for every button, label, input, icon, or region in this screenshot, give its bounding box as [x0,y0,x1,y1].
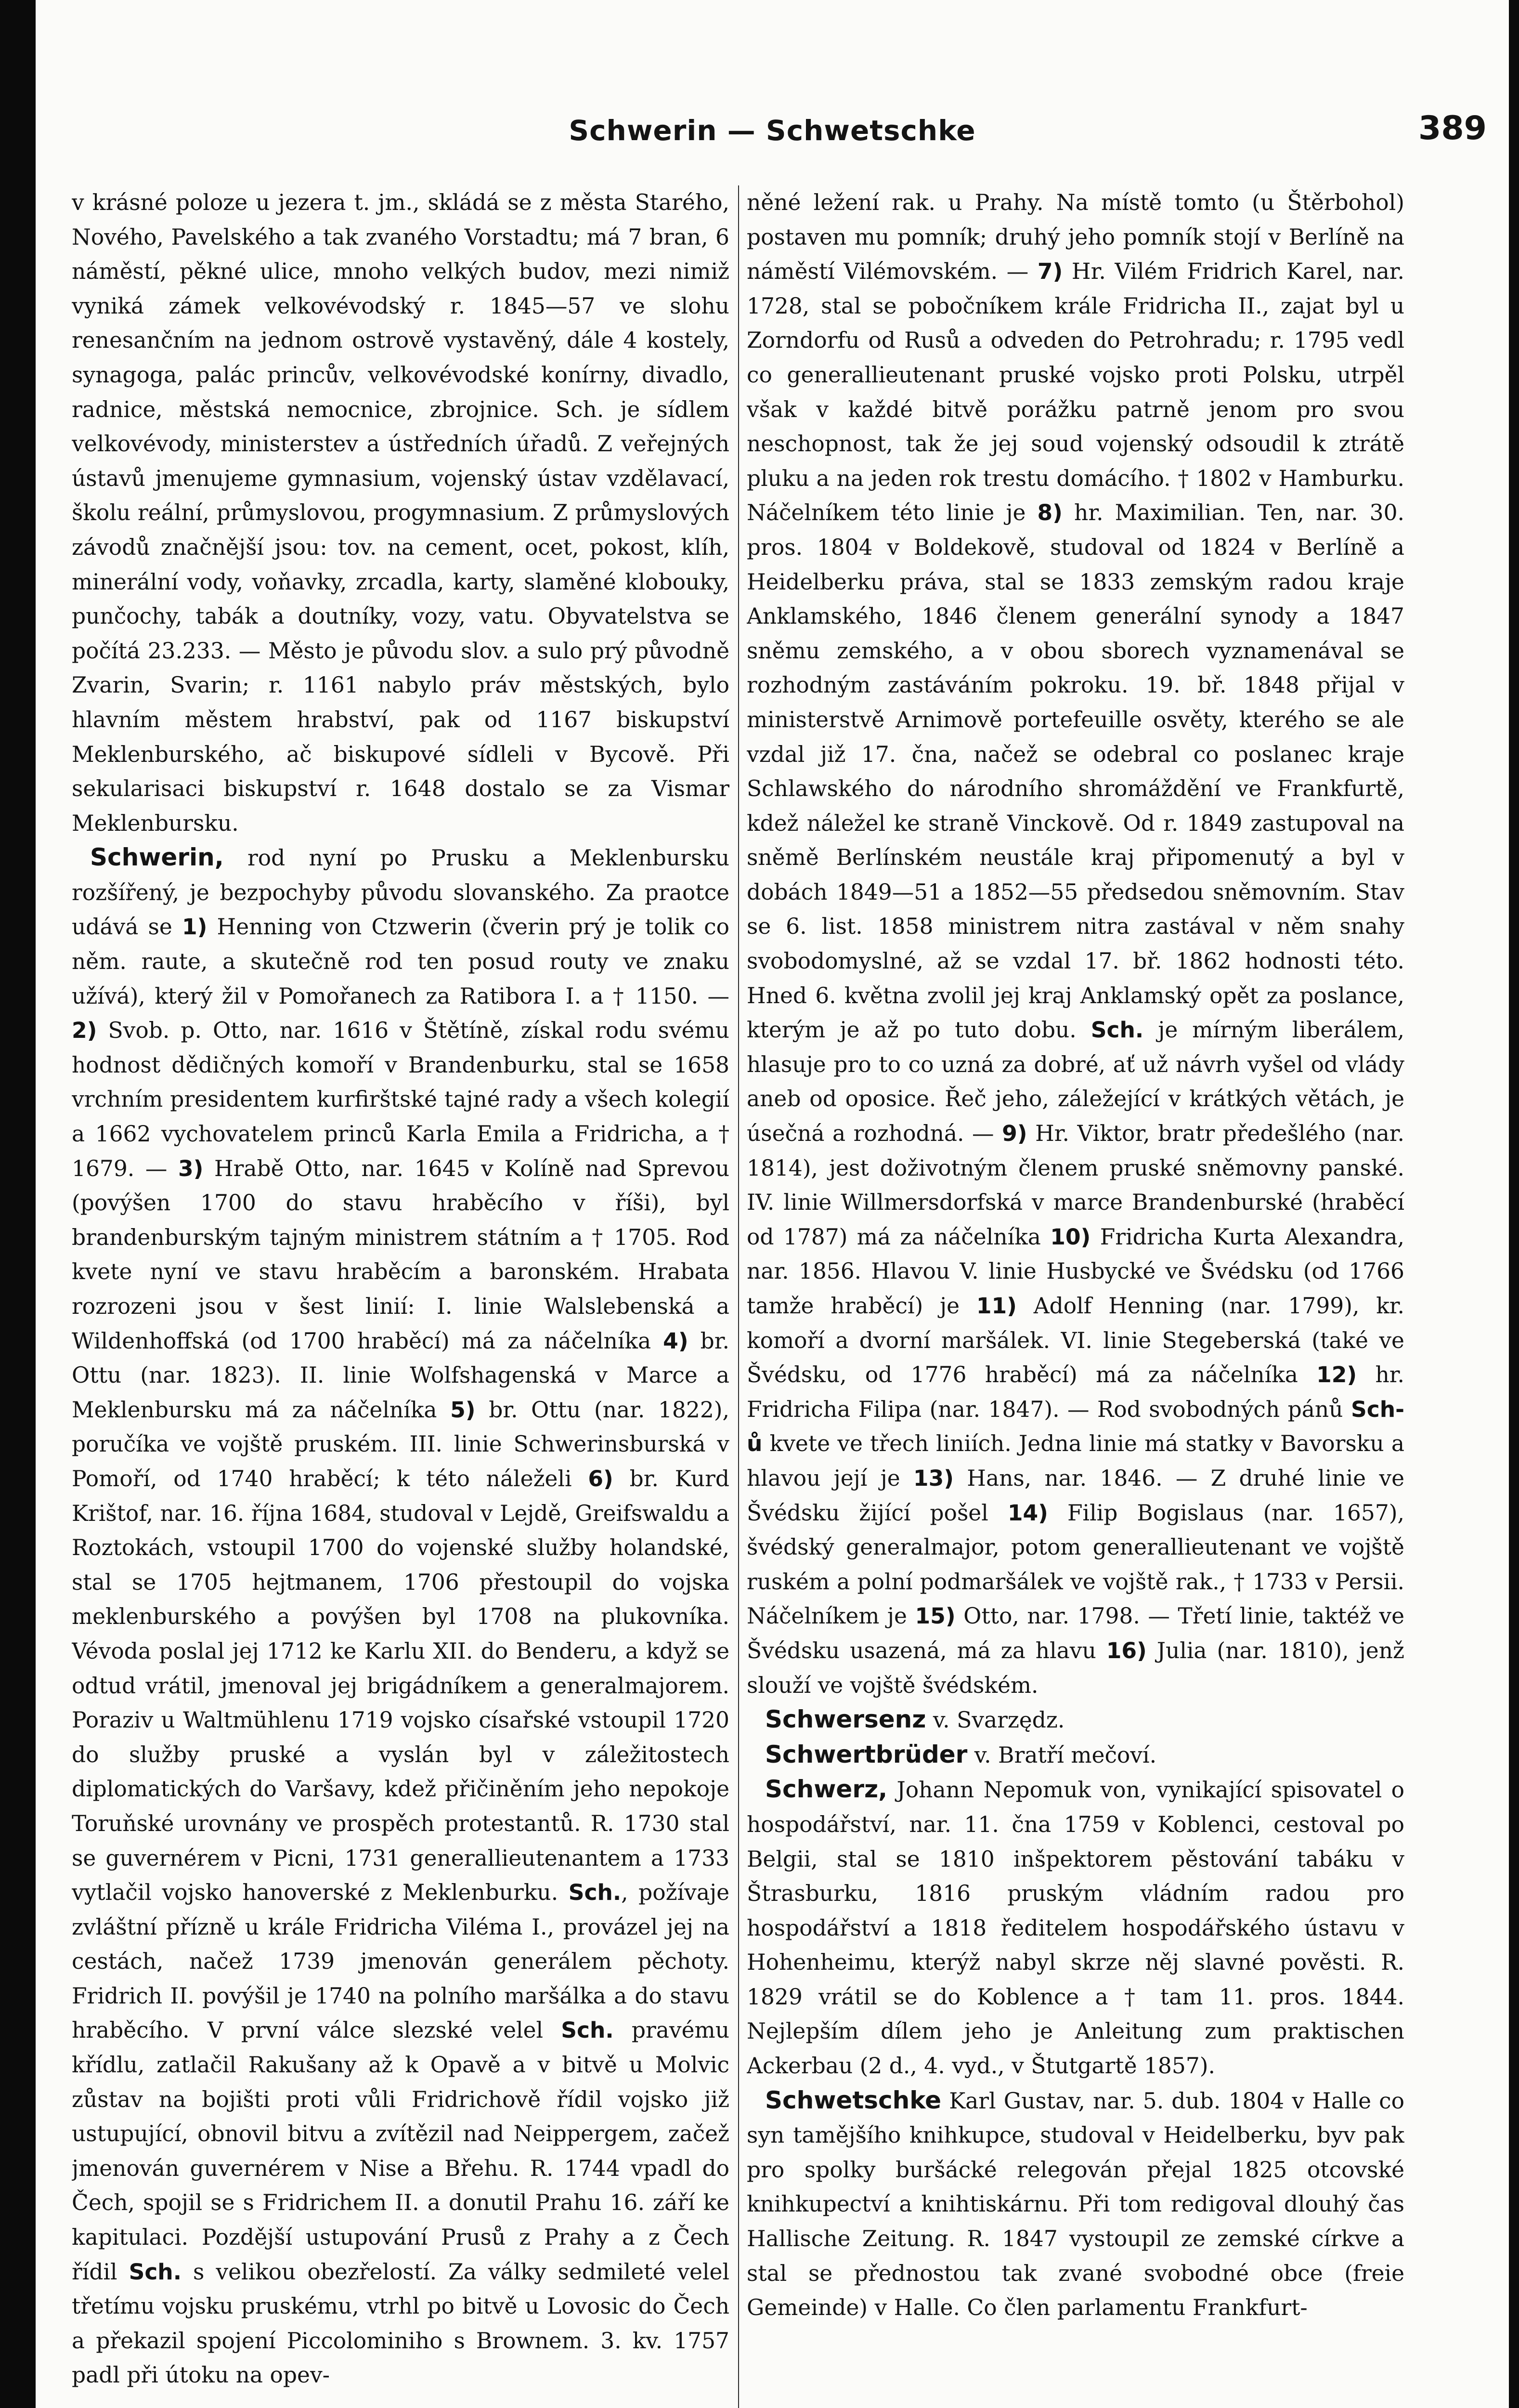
entry-schwetschke [747,2083,1404,2325]
abbrev-sch: Sch. [561,2017,614,2043]
person-number: 3) [178,1155,204,1181]
left-column [72,185,729,2408]
right-column [747,185,1404,2408]
entry-text: Svob. p. Otto, nar. 1616 v Štětíně, získal rodu svému hodnost dědičných komoří v Brandenburku, stal se 1658 vrchním presidentem kurfirštské tajné rady a všech kolegií a 1662 vychovatelem princů Karla Emila a Fridricha, a † 1679. — [72,1018,729,1181]
person-number: 9) [1002,1121,1027,1147]
entry-text: br. Kurd Krištof, nar. 16. října 1684, studoval v Lejdě, Greifswaldu a Roztokách, vstoupil 1700 do vojenské služby holandské, stal se 1705 hejtmanem, 1706 přestoupil do vojska meklenburského a povýšen byl 1708 na plukovníka. Vévoda poslal jej 1712 ke Karlu XII. do Benderu, a když se odtud vrátil, jmenoval jej brigádníkem a generalmajorem. Poraziv u Waltmühlenu 1719 vojsko císařské vstoupil 1720 do služby pruské a vyslán byl v záležitostech diplomatických do Varšavy, kdež přičiněním jeho nepokoje Toruňské urovnány ve prospěch protestantů. R. 1730 stal se guvernérem v Picni, 1731 generallieutenantem a 1733 vytlačil vojsko hanoverské z Meklenburku. [72,1466,729,1906]
page-number: 389 [1418,109,1487,147]
person-number: 2) [72,1018,97,1044]
entry-text: něné ležení rak. u Prahy. Na místě tomto (u Štěrbohol) postaven mu pomník; druhý jeho pomník stojí v Berlíně na náměstí Vilémovském. — [747,190,1404,285]
entry-schwersenz [747,1702,1404,1738]
person-number: 16) [1106,1637,1147,1663]
person-number: 15) [915,1603,956,1629]
entry-headword: Schwerin, [90,843,224,872]
entry-text: Julia (nar. 1810), jenž slouží ve vojště švédském. [747,1637,1404,1698]
entry-schwerz [747,1772,1404,2083]
entry-text: Adolf Henning (nar. 1799), kr. komoří a dvorní maršálek. VI. linie Stegeberská (také ve Švédsku, od 1776 hraběcí) má za náčelníka [747,1293,1404,1388]
entry-text: Johann Nepomuk von, vynikající spisovatel o hospodářství, nar. 11. čna 1759 v Koblenci, cestoval po Belgii, stal se 1810 inšpektorem pěstování tabáku v Štrasburku, 1816 pruským vládním radou pro hospodářství a 1818 ředitelem hospodářského ústavu v Hohenheimu, kterýž nabyl skrze něj slavné pověsti. R. 1829 vrátil se do Koblence a † tam 11. pros. 1844. Nejlepším dílem jeho je Anleitung zum praktischen Ackerbau (2 d., 4. vyd., v Štutgartě 1857). [747,1777,1404,2079]
page-header [36,104,1509,166]
abbrev-sch: Sch. [568,1880,622,1906]
abbrev-sch: Sch. [129,2259,182,2285]
entry-text: , požívaje zvláštní přízně u krále Fridricha Viléma I., provázel jej na cestách, načež 1739 jmenován generálem pěchoty. Fridrich II. povýšil je 1740 na polního maršálka a do stavu hraběcího. V první válce slezské velel [72,1880,729,2043]
entry-text: rod nyní po Prusku a Meklenbursku rozšířený, je bezpochyby původu slovanského. Za praotce udává se [72,845,729,940]
person-number: 4) [663,1328,688,1354]
entry-text: Hrabě Otto, nar. 1645 v Kolíně nad Sprevou (povýšen 1700 do stavu hraběcího v říši), byl brandenburským tajným ministrem státním a † 1705. Rod kvete nyní ve stavu hraběcím a baronském. Hrabata rozrozeni jsou v šest linií: I. linie Walslebenská a Wildenhoffská (od 1700 hraběcí) má za náčelníka [72,1155,729,1354]
entry-text: Henning von Ctzwerin (čverin prý je tolik co něm. raute, a skutečně rod ten posud routy ve znaku užívá), který žil v Pomořanech za Ratibora I. a † 1150. — [72,914,729,1009]
entry-text: hr. Maximilian. Ten, nar. 30. pros. 1804 v Boldekově, studoval od 1824 v Berlíně a Heidelberku práva, stal se 1833 zemským radou kraje Anklamského, 1846 členem generální synody a 1847 sněmu zemského, a v obou sborech vyznamenával se rozhodným zastáváním pokroku. 19. bř. 1848 přijal v ministerstvě Arnimově portefeuille osvěty, kterého se ale vzdal již 17. čna, načež se odebral co poslanec kraje Schlawského do národního shromáždění ve Frankfurtě, kdež náležel ke straně Vinckově. Od r. 1849 zastupoval na sněmě Berlínském neustále kraj připomenutý a byl v dobách 1849—51 a 1852—55 předsedou sněmovním. Stav se 6. list. 1858 ministrem nitra zastával v něm snahy svobodomyslné, až se vzdal 17. bř. 1862 hodnosti této. Hned 6. května zvolil jej kraj Anklamský opět za poslance, kterým je až po tuto dobu. [747,500,1404,1043]
entry-schwerin-city-continued: v krásné poloze u jezera t. jm., skládá se z města Starého, Nového, Pavelského a tak zvaného Vorstadtu; má 7 bran, 6 náměstí, pěkné ulice, mnoho velkých budov, mezi nimiž vyniká zámek velkovévodský r. 1845—57 ve slohu renesančním na jednom ostrově vystavěný, dále 4 kostely, synagoga, palác princův, velkovévodské konírny, divadlo, radnice, městská nemocnice, zbrojnice. Sch. je sídlem velkovévody, ministerstev a ústředních úřadů. Z veřejných ústavů jmenujeme gymnasium, vojenský ústav vzdělavací, školu reální, průmyslovou, progymnasium. Z průmyslových závodů značnější jsou: tov. na cement, ocet, pokost, klíh, minerální vody, voňavky, zrcadla, karty, slaměné klobouky, punčochy, tabák a doutníky, vozy, vatu. Obyvatelstva se počítá 23.233. — Město je původu slov. a sulo prý původně Zvarin, Svarin; r. 1161 nabylo práv městských, bylo hlavním městem hrabství, pak od 1167 biskupství Meklenburského, ač biskupové sídleli v Bycově. Při sekularisaci biskupství r. 1648 dostalo se za Vismar Meklenbursku. [72,190,729,836]
person-number: 1) [182,914,208,940]
person-number: 8) [1037,500,1063,526]
entry-schwerin-family-continued [747,185,1404,1702]
entry-text: Hr. Viktor, bratr předešlého (nar. 1814), jest doživotným členem pruské sněmovny panské. IV. linie Willmersdorfská v marce Brandenburské (hraběcí od 1787) má za náčelníka [747,1121,1404,1250]
person-number: 5) [450,1397,476,1423]
entry-headword: Schwersenz [765,1705,926,1734]
person-number: 14) [1007,1500,1048,1526]
entry-headword: Schwetschke [765,2086,942,2114]
running-title: Schwerin — Schwetschke [569,114,976,147]
entry-headword: Schwertbrüder [765,1740,968,1768]
entry-text: Karl Gustav, nar. 5. dub. 1804 v Halle co syn tamějšího knihkupce, studoval v Heidelberku, byv pak pro spolky buršácké relegován přejal 1825 otcovské knihkupectví a knihtiskárnu. Při tom redigoval dlouhý čas Hallische Zeitung. R. 1847 vystoupil ze zemské církve a stal se přednostou tak zvané svobodné obce (freie Gemeinde) v Halle. Co člen parlamentu Frankfurt- [747,2088,1404,2321]
person-number: 6) [588,1466,613,1492]
entry-schwerin-family [72,840,729,2393]
entry-text: Hans, nar. 1846. — Z druhé linie ve Švédsku žijící pošel [747,1465,1404,1526]
entry-text: je mírným liberálem, hlasuje pro to co uzná za dobré, ať už návrh vyšel od vlády aneb od oposice. Řeč jeho, záležející v krátkých větách, je úsečná a rozhodná. — [747,1017,1404,1147]
entry-text: Hr. Vilém Fridrich Karel, nar. 1728, stal se pobočníkem krále Fridricha II., zajat byl u Zorndorfu od Rusů a odveden do Petrohradu; r. 1795 vedl co generallieutenant pruské vojsko proti Polsku, utrpěl však v každé bitvě porážku patrně jenom pro svou neschopnost, tak že jej soud vojenský odsoudil k ztrátě pluku a na jeden rok trestu domácího. † 1802 v Hamburku. Náčelníkem této linie je [747,259,1404,526]
entry-text: Filip Bogislaus (nar. 1657), švédský generalmajor, potom generallieutenant ve vojště ruském a polní podmaršálek ve vojště rak., † 1733 v Persii. Náčelníkem je [747,1500,1404,1629]
entry-schwertbrueder [747,1738,1404,1773]
entry-text: Otto, nar. 1798. — Třetí linie, taktéž ve Švédsku usazená, má za hlavu [747,1603,1404,1663]
person-number: 10) [1050,1224,1091,1250]
entry-text: pravému křídlu, zatlačil Rakušany až k Opavě a v bitvě u Molvic zůstav na bojišti proti vůli Fridrichově řídil vojsko již ustupující, obnovil bitvu a zvítězil nad Neippergem, začež jmenován guvernérem v Nise a Břehu. R. 1744 vpadl do Čech, spojil se s Fridrichem II. a donutil Prahu 16. září ke kapitulaci. Pozdější ustupování Prusů z Prahy a z Čech řídil [72,2017,729,2285]
entry-text: br. Ottu (nar. 1822), poručíka ve vojště pruském. III. linie Schwerinsburská v Pomoří, od 1740 hraběcí; k této náleželi [72,1397,729,1492]
entry-text: v. Svarzędz. [926,1707,1065,1733]
person-number: 11) [976,1293,1017,1319]
person-number: 7) [1037,259,1063,285]
entry-text: s velikou obezřelostí. Za války sedmileté velel třetímu vojsku pruskému, vtrhl po bitvě u Lovosic do Čech a překazil spojení Piccolominiho s Brownem. 3. kv. 1757 padl při útoku na opev- [72,2259,729,2388]
entry-text: hr. Fridricha Filipa (nar. 1847). — Rod svobodných pánů [747,1362,1404,1422]
entry-headword: Schwerz, [765,1775,888,1804]
entry-text: kvete ve třech liniích. Jedna linie má statky v Bavorsku a hlavou její je [747,1431,1404,1491]
entry-text: br. Ottu (nar. 1823). II. linie Wolfshagenská v Marce a Meklenbursku má za náčelníka [72,1328,729,1423]
abbrev-sch: Sch. [1091,1017,1144,1043]
dictionary-page [36,0,1509,2408]
entry-text: v. Bratří mečoví. [967,1742,1157,1768]
person-number: 12) [1316,1362,1357,1388]
abbrev-sch: Sch-ů [747,1396,1404,1457]
person-number: 13) [913,1465,954,1491]
column-divider [738,185,739,2408]
entry-text: Fridricha Kurta Alexandra, nar. 1856. Hlavou V. linie Husbycké ve Švédsku (od 1766 tamže hraběcí) je [747,1224,1404,1319]
